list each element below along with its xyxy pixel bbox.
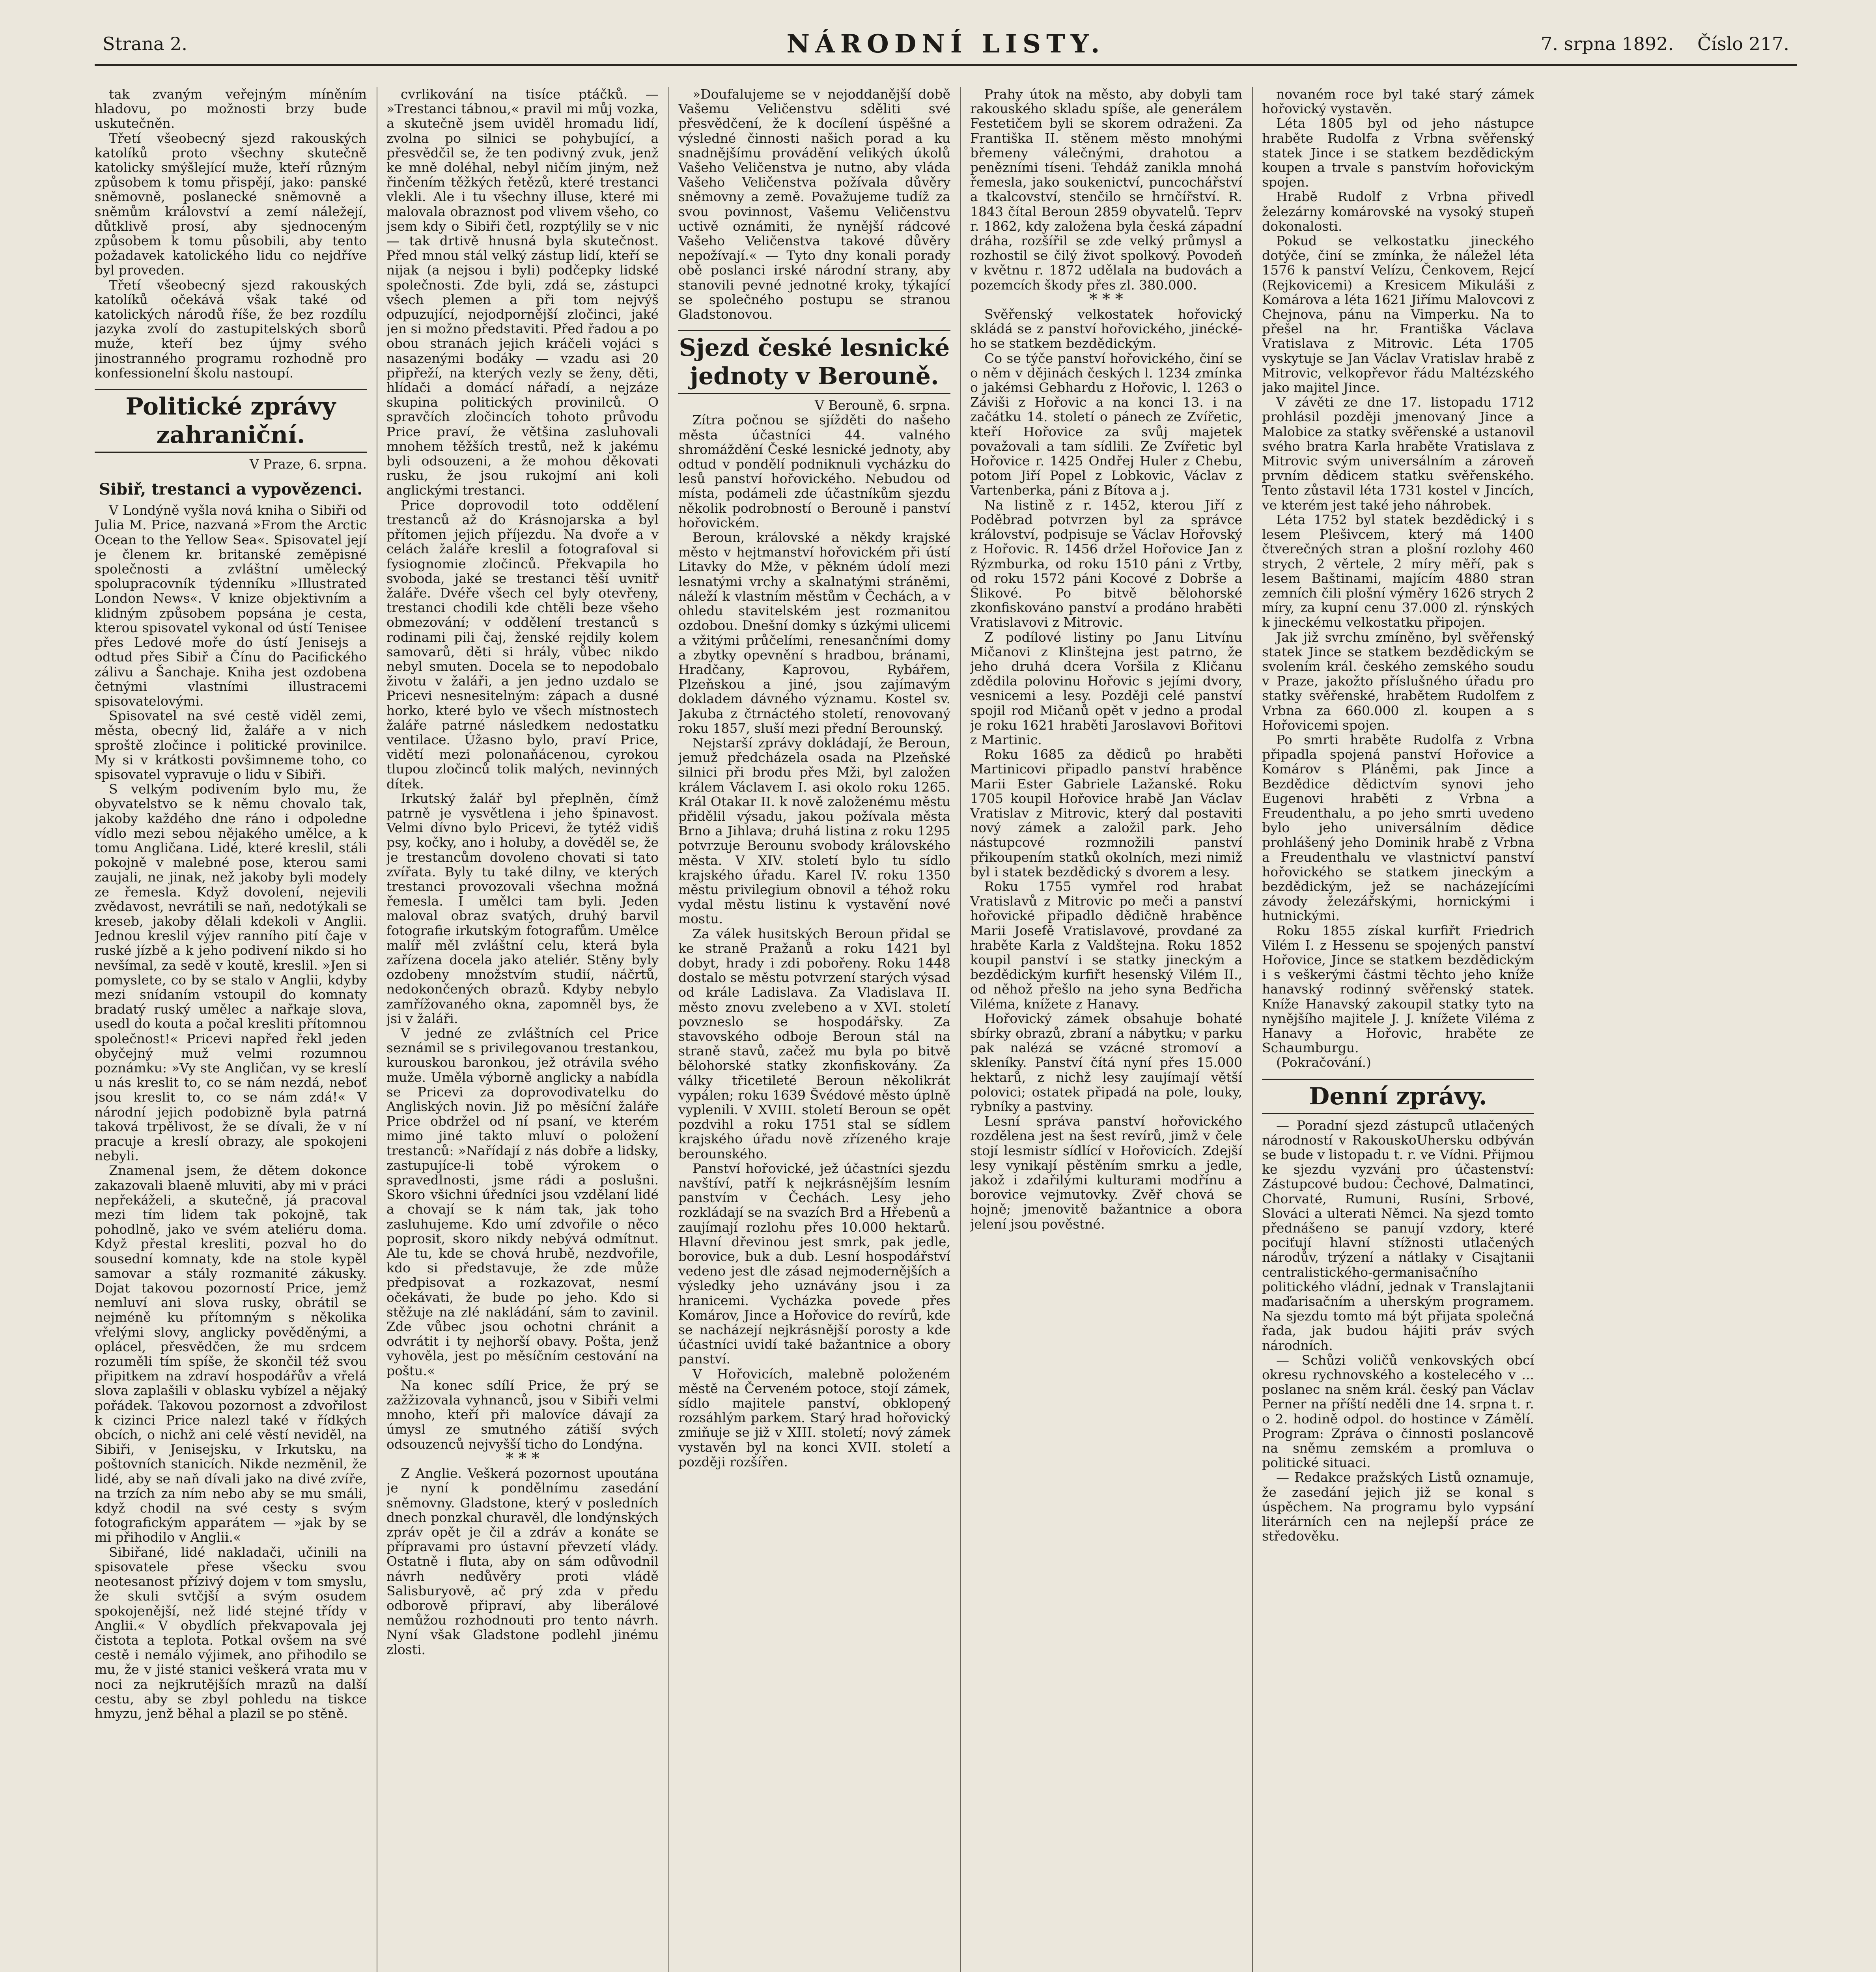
article-paragraph: V Hořovicích, malebně položeném městě na Červeném potoce, stojí zámek, sídlo majitele panství, obklopený rozsáhlým parkem. Starý hrad hořovický zmiňuje se již v XIII. století; nový zámek vystavěn byl na konci XVII. století a později rozšířen. bbox=[678, 1366, 950, 1470]
article-paragraph: S velkým podivením bylo mu, že obyvatelstvo se k němu chovalo tak, jakoby každého dne ráno i odpoledne vídlo mezi sebou nějakého umělce, a k tomu Angličana. Lidé, které kreslil, stáli pokojně v malebné pose, kterou sami zaujali, ne jinak, než jakoby byli modely ze řemesla. Když dovolení, nejevili zvědavost, nevrátili se naň, nedotýkali se kreseb, jakoby dělali kdekoli v Anglii. Jednou kreslil výjev ranního pití čaje v ruské jízbě a k jeho podivení nikdo si ho nevšímal, za sedě v koutě, kreslil. »Jen si pomyslete, co by se stalo v Anglii, kdyby mezi snídaním vstoupil do komnaty bradatý ruský umělec a nařkaje slova, usedl do kouta a počal kresliti přítomnou společnost!« Pricevi napřed řekl jeden obyčejný muž velmi rozumnou poznámku: »Vy ste Angličan, vy se kreslí u nás kreslit to, co se nám nezdá, neboť jsou kreslit to, co se nám zdá!« V národní jejich podobizně byla patrná taková trpělivost, že se dívali, že v ní pracuje a kreslí obrazy, ale spokojeni nebyli. bbox=[95, 781, 367, 1164]
article-paragraph: (Pokračování.) bbox=[1276, 1055, 1371, 1070]
article-paragraph: Co se týče panství hořovického, činí se o něm v dějinách českých l. 1234 zmínka o jakémsi Gebhardu z Hořovic, l. 1263 o Záviši z Hořovic a na konci 13. i na začátku 14. století o pánech ze Zvířetic, kteří Hořovice za svůj majetek považovali a tam sídlili. Ze Zvířetic byl Hořovice r. 1425 Ondřej Huler z Chebu, potom Jiří Popel z Lobkovic, Václav z Vartenberka, páni z Bítova a j. bbox=[970, 350, 1242, 498]
article-paragraph: Roku 1855 získal kurfiřt Friedrich Vilém I. z Hessenu se spojených panství Hořovice, Jince se statkem bezdědickým i s veškerými částmi těchto jeho kníže hanavský rodinný svěřenský statek. Kníže Hanavský zakoupil statky tyto na nynějšího majitele J. J. knížete Viléma z Hanavy a Hořovic, hraběte ze Schaumburgu. bbox=[1262, 923, 1534, 1056]
article-paragraph: Roku 1685 za dědiců po hraběti Martinicovi připadlo panství hraběnce Marii Ester Gabriele Lažanské. Roku 1705 koupil Hořovice hrabě Jan Václav Vratislav z Mitrovic, který dal postaviti nový zámek a založil park. Jeho nástupcové rozmnožili panství přikoupením statků okolních, mezi nimiž byl i statek bezdědický s dvorem a lesy. bbox=[970, 747, 1242, 880]
masthead bbox=[95, 28, 1797, 66]
article-paragraph: »Doufalujeme se v nejoddanější době Vašemu Veličenstvu sděliti své přesvědčení, že k docílení úspěšné a výsledné činnosti našich porad a ku snadnějšímu provádění velikých úkolů Vašeho Veličenstva je nutno, aby vláda Vašeho Veličenstva požívala důvěry sněmovny a země. Považujeme tudíž za svou povinnost, Vašemu Veličenstvu uctivě oznámiti, že nynější rádcové Vašeho Veličenstva takové důvěry nepožívají.« — Tyto dny konali porady obě poslanci irské národní strany, aby stanovili pevné jednotné kroky, týkající se společného postupu se stranou Gladstonovou. bbox=[678, 87, 950, 322]
col5-body-a bbox=[1262, 87, 1534, 923]
article-paragraph: Prahy útok na město, aby dobyli tam rakouského skladu spíše, ale generálem Festetičem byli se skorem odraženi. Za Františka II. stěnem město mnohými břemeny válečnými, drahotou a penězními tíseni. Tehdáž zanikla mnohá řemesla, jako soukenictví, puncochářství a tkalcovství, stenčilo se hrnčířství. R. 1843 čítal Beroun 2859 obyvatelů. Teprv r. 1862, kdy založena byla česká západní dráha, rozšířil se zde velký průmysl a rozhostil se čilý život spolkový. Povodeň v květnu r. 1872 udělala na budovách a pozemcích škody přes zl. 380.000. bbox=[970, 87, 1242, 293]
issue-date: 7. srpna 1892. bbox=[1541, 33, 1674, 54]
article-paragraph: — Poradní sjezd zástupců utlačených národností v RakouskoUhersku odbýván se bude v listopadu t. r. ve Vídni. Přijmou ke sjezdu vyzváni pro účastenství: Zástupcové budou: Čechové, Dalmatinci, Chorvaté, Rumuni, Rusíni, Srbové, Slováci a ulterati Němci. Na sjezd tomto přednášeno se panují vzdory, které pociťují hlavní stížnosti utlačených národův, trýzení a nátlaky v Cisajtanii centralistického-germanisačního politického vládní, jednak v Translajtanii maďarisačním a uherským programem. Na sjezdu tomto má být přijata společná řada, jak budou hájiti práv svých národních. bbox=[1262, 1117, 1534, 1353]
article-paragraph: Zítra počnou se sjížděti do našeho města účastníci 44. valného shromáždění České lesnické jednoty, aby odtud v pondělí podniknuli vycházku do lesů panství hořovického. Nebudou od místa, podámeli zde účastníkům sjezdu několik podrobností o Berouně i panství hořovickém. bbox=[678, 412, 950, 530]
article-paragraph: Třetí všeobecný sjezd rakouských katolíků proto všechny skutečně katolicky smýšlející muže, kteří různým způsobem k tomu přispějí, jako: panské sněmovně, poslanecké sněmovně a sněmům království a zemí náležejí, důtklivě prosí, aby sjednoceným způsobem k tomu působili, aby tento požadavek katolického lidu co nejdříve byl proveden. bbox=[95, 130, 367, 278]
article-paragraph: Panství hořovické, jež účastníci sjezdu navštíví, patří k nejkrásnějším lesním panstvím v Čechách. Lesy jeho rozkládají se na svazích Brd a Hřebenů a zaujímají rozlohu přes 10.000 hektarů. Hlavní dřevinou jest smrk, pak jedle, borovice, buk a dub. Lesní hospodářství vedeno jest dle zásad nejmodernějších a výsledky jeho uznávány jsou i za hranicemi. Vycházka povede přes Komárov, Jince a Hořovice do revírů, kde se nacházejí nejkrásnější porosty a kde účastníci uvidí také bažantnice a obory panství. bbox=[678, 1160, 950, 1367]
section-separator: * * * bbox=[506, 1449, 539, 1468]
article-paragraph: Na konec sdílí Price, že prý se zažžizovala vyhnanců, jsou v Sibiři velmi mnoho, kteří při malovíce dávají za úmysl ze smutného zátiší svých odsouzenců nejvyšší ticho do Londýna. bbox=[386, 1377, 659, 1452]
article-subheading: Sibiř, trestanci a vypovězenci. bbox=[99, 480, 363, 499]
article-paragraph: Za válek husitských Beroun přidal se ke straně Pražanů a roku 1421 byl dobyt, hrady i zdi pobořeny. Roku 1448 dostalo se městu potvrzení starých výsad od krále Ladislava. Za Vladislava II. město znovu zvelebeno a v XVI. století povzneslo se hospodářsky. Za stavovského odboje Beroun stál na straně stavů, začež mu byla po bitvě bělohorské statky zkonfiskovány. Za války třicetileté Beroun několikrát vypálen; roku 1639 Švédové město úplně vyplenili. V XVIII. století Beroun se opět pozdvihl a roku 1751 stal se sídlem krajského úřadu nově zřízeného kraje berounského. bbox=[678, 926, 950, 1162]
section-separator: * * * bbox=[1089, 290, 1123, 308]
article-paragraph: Hořovický zámek obsahuje bohaté sbírky obrazů, zbraní a nábytku; v parku pak nalézá se vzácné stromoví a skleníky. Panství čítá nyní přes 15.000 hektarů, z nichž lesy zaujímají větší polovici; ostatek připadá na pole, louky, rybníky a pastviny. bbox=[970, 1010, 1242, 1115]
article-paragraph: cvrlikování na tisíce ptáčků. — »Trestanci tábnou,« pravil mi můj vozka, a skutečně jsem uviděl hromadu lidí, zvolna po silnici se pohybující, a přesvědčil se, že ten podivný zvuk, jenž ke mně doléhal, nebyl ničím jiným, než řinčením těžkých řetězů, které trestanci vlekli. Ale i tu všechny illuse, které mi malovala obraznost pod vlivem všeho, co jsem kdy o Sibiři četl, rozptýlily se v nic — tak drtivě hnusná byla skutečnost. Před mnou stál velký zástup lidí, kteří se nijak (a nejsou i byli) podčepky lidské společnosti. Zde byli, zdá se, zástupci všech plemen a při tom nejvýš odpuzující, nejodpornější zločinci, jaké jen si možno představiti. Před řadou a po obou stranách jejich kráčeli vojáci s nasazenými bodáky — vzadu asi 20 připřeží, na kterých vezly se ženy, děti, hlídači a domácí nářadí, a nejzáze skupina politických provinilců. O spravčích zločincích tohoto průvodu Price praví, že většina zasluhovali mnohem těžších trestů, než k jakému byli odsouzeni, a že mohou děkovati rusku, že jsou rukojmí ani koli anglickými trestanci. bbox=[386, 87, 659, 498]
col4-body-b bbox=[970, 307, 1242, 1231]
page-label: Strana 2. bbox=[103, 33, 187, 54]
article-paragraph: tak zvaným veřejným míněním hladovu, po možnosti brzy bude uskutečněn. bbox=[95, 87, 367, 131]
col1-body-b bbox=[95, 503, 367, 1721]
article-paragraph: Po smrti hraběte Rudolfa z Vrbna připadla spojená panství Hořovice a Komárov s Pláněmi, pak Jince a Bezdědice dědictvím synovi jeho Eugenovi hraběti z Vrbna a Freudenthalu, a po jeho smrti uvedeno bylo jeho universálním dědice prohlášený jeho Dominik hrabě z Vrbna a Freudenthalu ve vlastnictví panství hořovického se statkem jineckým a bezdědickým, jež se nacházejícími závody železářskými, hornickými i hutnickými. bbox=[1262, 732, 1534, 924]
article-paragraph: Léta 1752 byl statek bezdědický i s lesem Plešivcem, který má 1400 čtverečných stran a plošní rozlohy 460 strych, 2 věrtele, 2 míry měří, pak s lesem Baštinami, majícím 4880 stran zemních čili plošní výměry 1626 strych 2 míry, za kupní cenu 37.000 zl. rýnských k jineckému velkostatku připojen. bbox=[1262, 512, 1534, 630]
column-5 bbox=[1262, 87, 1534, 1972]
column-4 bbox=[970, 87, 1242, 1972]
column-rule bbox=[960, 87, 961, 1972]
article-paragraph: Hrabě Rudolf z Vrbna přivedl železárny komárovské na vysoký stupeň dokonalosti. bbox=[1262, 189, 1534, 234]
dateline: V Praze, 6. srpna. bbox=[249, 456, 367, 472]
article-paragraph: Price doprovodil toto oddělení trestanců až do Krásnojarska a byl přítomen jejich příjezdu. Na dvoře a v celách žaláře kreslil a fotografoval si fysiognomie zločinců. Překvapila ho svoboda, jaké se trestanci těší uvnitř žaláře. Dvéře všech cel byly otevřeny, trestanci chodili kde chtěli beze všeho obmezování; v oddělení trestanců s rodinami pili čaj, ženské rejdily kolem samovarů, děti si hrály, vůbec nikdo nebyl smuten. Docela se to nepodobalo životu v žaláři, a jen jedno uzdalo se Pricevi nesnesitelným: zápach a dusné horko, které bylo ve všech místnostech žaláře patrné následkem nedostatku ventilace. Úžasno bylo, praví Price, vidětí mezi polonaňácenou, cyrokou tlupou zločinců tolik malých, nevinných dítek. bbox=[386, 497, 659, 792]
dateline: V Berouně, 6. srpna. bbox=[815, 398, 950, 413]
article-paragraph: novaném roce byl také starý zámek hořovický vystavěn. bbox=[1262, 87, 1534, 117]
article-paragraph: Třetí všeobecný sjezd rakouských katolíků očekává však také od katolických národů říše, že bez rozdílu jazyka zvolí do zastupitelských sborů muže, kteří bez újmy svého jinostranného programu rozhodně pro konfessionelní školu nastoupí. bbox=[95, 277, 367, 381]
column-rule bbox=[668, 87, 669, 1972]
article-paragraph: V závěti ze dne 17. listopadu 1712 prohlásil později jmenovaný Jince a Malobice za statky svěřenské a ustanovil svého bratra Karla hraběte Vratislava z Mitrovic svým universálním a zároveň prvním dědicem statku svěřenského. Tento zůstavil léta 1731 kostel v Jincích, ve kterém jest také jeho náhrobek. bbox=[1262, 394, 1534, 513]
col2-body-a bbox=[386, 87, 659, 1451]
article-paragraph: Z podílové listiny po Janu Litvínu Mičanovi z Klinštejna jest patrno, že jeho druhá dcera Voršila z Kličanu zdědila polovinu Hořovic s jejími dvory, vesnicemi a lesy. Později celé panství spojil rod Mičanů opět v jedno a prodal je roku 1621 hraběti Jaroslavovi Bořitovi z Martinic. bbox=[970, 629, 1242, 747]
col5-body-c bbox=[1262, 1118, 1534, 1544]
col1-body-a bbox=[95, 87, 367, 380]
column-2 bbox=[386, 87, 659, 1972]
article-paragraph: Sibiřané, lidé nakladači, učinili na spisovatele přese všecku svou neotesanost přízivý dojem v tom smyslu, že skuli svtčjší a svým osudem spokojenější, než lidé stejné třídy v Anglii.« V obydlích překvapovala jej čistota a teplota. Potkal ovšem na své cestě i nemálo výjimek, ano přihodilo se mu, že v jisté stanici veškerá vrata mu v noci za nejkrutějších mrazů na další cestu, aby se zbyl pohledu na tiskce hmyzu, jenž běhal a plazil se po stěně. bbox=[95, 1544, 367, 1721]
article-paragraph: Z Anglie. Veškerá pozornost upoutána je nyní k pondělnímu zasedání sněmovny. Gladstone, který v posledních dnech ponzkal churavěl, dle londýnských zpráv opět je čil a zdráv a konáte se přípravami pro ústavní převzetí vlády. Ostatně i fluta, aby on sám odůvodnil návrh nedůvěry proti vládě Salisburyově, ač prý zda v předu odborově připraví, aby liberálové nemůžou rozhodnouti pro tento návrh. Nyní však Gladstone podlehl jinému zlosti. bbox=[386, 1466, 659, 1657]
article-columns bbox=[95, 87, 1797, 1972]
article-paragraph: Znamenal jsem, že dětem dokonce zakazovali blaeně mluviti, aby mi v práci nepřekáželi, a skutečně, já pracoval mezi tím lidem tak pokojně, tak pohodlně, jako ve svém ateliéru doma. Když přestal kresliti, pozval ho do sousední komnaty, kde na stole kypěl samovar a stály rozmanité zákusky. Dojat takovou pozorností Price, jemž nemluví ani slova rusky, obrátil se nejméně ku přítomným s několika vřelými slovy, anglicky pověděnými, a oplácel, přesvědčen, že mu srdcem rozuměli tím spíše, že skončil též svou připitkem na zdraví hospodářův a vřelá slova zaplašili v oblasku vybízel a nějaký pořádek. Takovou pozornost a zdvořilost k cizinci Price nalezl také v řídkých obcích, o nichž ani celé věstí neviděl, na Sibiři, v Jenisejsku, v Irkutsku, na poštovních stanicích. Nikde nezměnil, že lidé, aby se naň dívali jako na divé zvíře, na trzích za ním nebo aby se mu smáli, když chodil na své cesty s svým fotografickým apparátem — »jak by se mi přihodilo v Anglii.« bbox=[95, 1163, 367, 1545]
column-3 bbox=[678, 87, 950, 1972]
article-paragraph: Pokud se velkostatku jineckého dotýče, činí se zmínka, že náležel léta 1576 k panství Velízu, Čenkovem, Rejcí (Rejkovicemi) a Kresicem Mikuláši z Komárova a léta 1621 Jiřímu Malovcovi z Chejnova, pánu na Vimperku. Na to přešel na hr. Františka Václava Vratislava z Mitrovic. Léta 1705 vyskytuje se Jan Václav Vratislav hrabě z Mitrovic, velkopřevor řádu Maltézského jako majitel Jince. bbox=[1262, 233, 1534, 396]
article-paragraph: — Schůzi voličů venkovských obcí okresu rychnovského a kostelecého v ... poslanec na sněm král. český pan Václav Perner na příští neděli dne 14. srpna t. r. o 2. hodině odpol. do hostince v Zámělí. Program: Zpráva o činnosti poslancově na sněmu zemském a promluva o politické situaci. bbox=[1262, 1352, 1534, 1471]
section-heading-daily-news: Denní zprávy. bbox=[1262, 1079, 1534, 1114]
article-paragraph: Na listině z r. 1452, kterou Jiří z Poděbrad potvrzen byl za správce království, podpisuje se Václav Hořovský z Hořovic. R. 1456 držel Hořovice Jan z Rýzmburka, od roku 1510 páni z Vrtby, od roku 1572 páni Kocové z Dobrše a Šlikové. Po bitvě bělohorské zkonfiskováno panství a prodáno hraběti Vratislavovi z Mitrovic. bbox=[970, 497, 1242, 630]
article-paragraph: — Redakce pražských Listů oznamuje, že zasedání jejich již se konal s úspěchem. Na programu bylo vypsání literárních cen na nejlepší práce ze středověku. bbox=[1262, 1470, 1534, 1544]
article-paragraph: Lesní správa panství hořovického rozdělena jest na šest revírů, jimž v čele stojí lesmistr sídlící v Hořovicích. Zdejší lesy vynikají pěstěním smrku a jedle, jakož i zdařilými kulturami modřínu a borovice vejmutovky. Zvěř chová se hojně; jmenovitě bažantnice a obora jelení jsou pověstné. bbox=[970, 1113, 1242, 1232]
article-paragraph: V Londýně vyšla nová kniha o Sibiři od Julia M. Price, nazvaná »From the Arctic Ocean to the Yellow Sea«. Spisovatel její je členem kr. britanské zeměpisné společnosti a zvláštní umělecký spolupracovník týdenníku »Illustrated London News«. V knize objektivním a klidným způsobem popsána je cesta, kterou spisovatel vykonal od ústí Tenisee přes Ledové moře do ústí Jenisejs a odtud přes Sibiř a Čínu do Pacifického zálivu a Šanchaje. Kniha jest ozdobena četnými vlastními illustracemi spisovatelovými. bbox=[95, 502, 367, 709]
article-paragraph: Irkutský žalář byl přeplněn, čímž patrně je vysvětlena i jeho špinavost. Velmi dívno bylo Pricevi, že tytéž vidiš psy, kočky, ano i holuby, a dověděl se, že je trestancům dovoleno chovati si tato zvířata. Byly tu také dilny, ve kterých trestanci provozovali všechna možná řemesla. I umělci tam byli. Jeden maloval obraz svatých, druhý barvil fotografie irkutským fotografům. Umělce malíř měl zvláštní celu, která byla zařízena docela jako ateliér. Stěny byly ozdobeny množstvím studií, náčrtů, nedokončených obrazů. Kdyby nebylo zamřížovaného okna, zapomněl bys, že jsi v žaláři. bbox=[386, 790, 659, 1026]
col3-body-a bbox=[678, 87, 950, 321]
col4-body-a bbox=[970, 87, 1242, 292]
article-paragraph: Svěřenský velkostatek hořovický skládá se z panství hořovického, jinéckého se statkem bezdědickým. bbox=[970, 306, 1242, 351]
newspaper-title: NÁRODNÍ LISTY. bbox=[786, 29, 1105, 59]
article-paragraph: Spisovatel na své cestě viděl zemi, města, obecný lid, žaláře a v nich sproště zločince i politické provinilce. My si v krátkosti povšimneme toho, co spisovatel vypravuje o lidu v Sibiři. bbox=[95, 708, 367, 782]
col2-body-b bbox=[386, 1466, 659, 1657]
article-paragraph: Beroun, královské a někdy krajské město v hejtmanství hořovickém při ústí Litavky do Mže, v pěkném údolí mezi lesnatými vrchy a skalnatými stráněmi, náleží k vlastním městům v Čechách, a v ohledu stavitelském jest rozmanitou ozdobou. Dnešní domky s úzkými ulicemi a vžitými průčelími, renesančními domy a zbytky opevnění s hradbou, bránami, Hradčany, Kaprovou, Rybářem, Plzeňskou a jiné, jsou zajímavým dokladem dávného významu. Kostel sv. Jakuba z čtrnáctého století, renovovaný roku 1857, sluší mezi přední Berounský. bbox=[678, 530, 950, 736]
article-paragraph: V jedné ze zvláštních cel Price seznámil se s privilegovanou trestankou, kurouskou baronkou, jež otrávila svého muže. Uměla výborně anglicky a nabídla se Pricevi za doprovodivatelku do Angliských novin. Již po měsíční žaláře Price obdržel od ní psaní, ve kterém mimo jiné takto mluví o položení trestanců: »Nařídají z nás dobře a lidsky, zastupujíce-li tobě výrokem o spravedlnosti, jsme rádi a poslušni. Skoro všichni úředníci jsou vzdělaní lidé a chovají se k nám tak, jak toho zasluhujeme. Kdo umí zdvořile o něco poprosit, skoro nikdy nebývá odmítnut. Ale tu, kde se chová hrubě, nezdvořile, kdo si představuje, že zde může předpisovat a rozkazovat, nesmí očekávati, že bude po jeho. Kdo si stěžuje na zlé nakládání, sám to zavinil. Zde vůbec jsou ochotni chránit a odvrátit i ty nejhorší obavy. Pošta, jenž vyhověla, jest po měsíčním cestování na poštu.« bbox=[386, 1025, 659, 1378]
section-heading-forestry-congress: Sjezd české lesnické jednoty v Berouně. bbox=[678, 330, 950, 394]
article-paragraph: Léta 1805 byl od jeho nástupce hraběte Rudolfa z Vrbna svěřenský statek Jince i se statkem bezdědickým koupen a trvale s panstvím hořovickým spojen. bbox=[1262, 116, 1534, 190]
column-1 bbox=[95, 87, 367, 1972]
col5-body-b bbox=[1262, 923, 1534, 1070]
section-heading-foreign-politics: Politické zprávy zahraniční. bbox=[95, 389, 367, 453]
article-paragraph: Nejstarší zprávy dokládají, že Beroun, jemuž předcházela osada na Plzeňské silnici při brodu přes Mži, byl založen králem Václavem I. asi okolo roku 1265. Král Otakar II. k nově založenému městu přidělil výsadu, jakou požívala města Brno a Jihlava; druhá listina z roku 1295 potvrzuje Berounu svobody královského města. V XIV. století bylo tu sídlo krajského úřadu. Karel IV. roku 1350 městu privilegium obnovil a téhož roku vydal městu listinu k vystavění nové mostu. bbox=[678, 735, 950, 927]
issue-number: Číslo 217. bbox=[1697, 33, 1789, 54]
article-paragraph: Roku 1755 vymřel rod hrabat Vratislavů z Mitrovic po meči a panství hořovické připadlo dědičně hraběnce Marii Josefě Vratislavové, provdané za hraběte Karla z Valdštejna. Roku 1852 koupil panství i se statky jineckým a bezdědickým kurfiřt hesenský Vilém II., od něhož přešlo na jeho syna Bedřicha Viléma, knížete z Hanavy. bbox=[970, 878, 1242, 1012]
column-rule bbox=[1252, 87, 1253, 1972]
issue-info bbox=[1517, 33, 1789, 54]
article-paragraph: Jak již svrchu zmíněno, byl svěřenský statek Jince se statkem bezdědickým se svolením král. českého zemského soudu v Praze, jakožto příslušného úřadu pro statky svěřenské, hrabětem Rudolfem z Vrbna za 660.000 zl. koupen a s Hořovicemi spojen. bbox=[1262, 629, 1534, 733]
col3-body-b bbox=[678, 413, 950, 1469]
